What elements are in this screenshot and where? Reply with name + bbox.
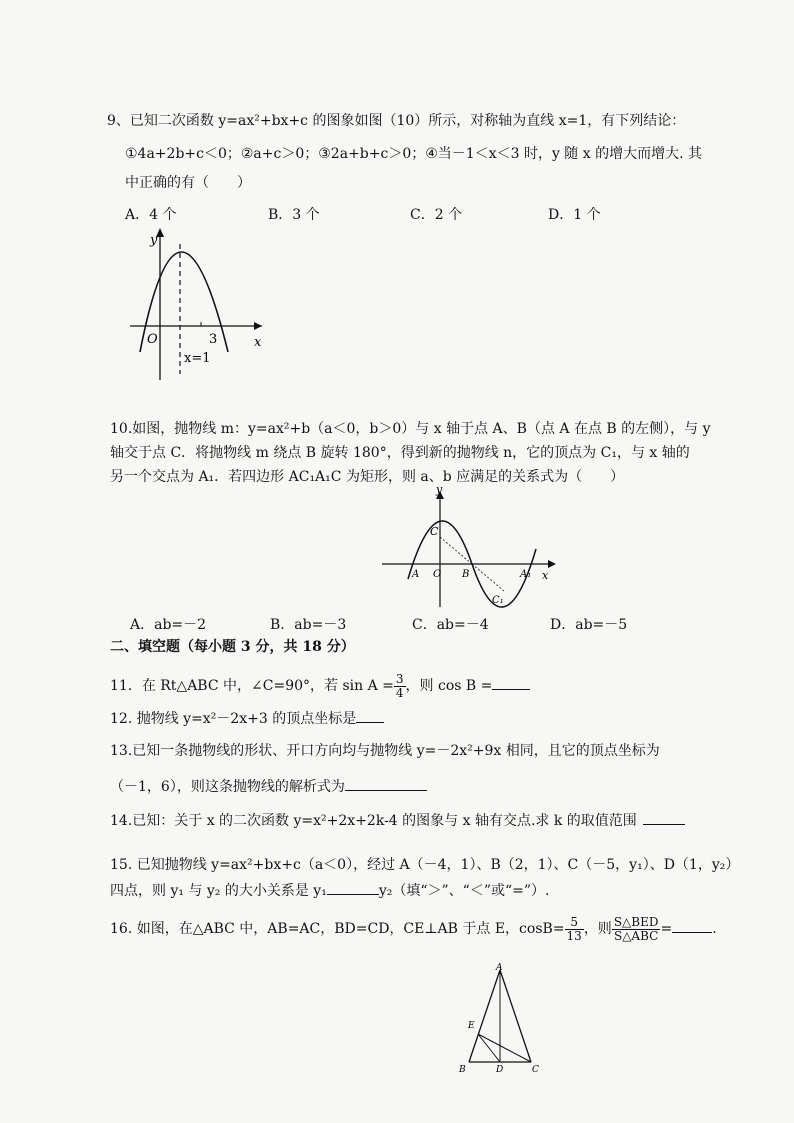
q9-x-label: x <box>254 335 262 350</box>
q10-y-label: y <box>436 487 443 496</box>
q9-option-c: C．2 个 <box>410 207 463 223</box>
q10-option-d: D．ab=－5 <box>550 617 628 633</box>
q15-line2-b: y₂（填“＞”、“＜”或“=”）. <box>378 883 550 899</box>
q16-side-ab <box>469 970 500 1062</box>
q9-y-label: y <box>150 233 158 248</box>
q16 <box>110 912 717 946</box>
q16-text-mid: ，则 <box>583 921 612 937</box>
q9-line2: ①4a+2b+c＜0；②a+c＞0；③2a+b+c＞0；④当－1＜x＜3 时，y 随 x 的增大而增大. 其 <box>125 146 702 162</box>
q10-option-b: B．ab=－3 <box>270 617 347 633</box>
q9-symmetry-label: x=1 <box>184 351 211 366</box>
q15-line2 <box>110 880 549 900</box>
q10-point-a: A <box>412 569 420 580</box>
q12-text: 12. 抛物线 y=x²－2x+3 的顶点坐标是 <box>110 711 357 727</box>
q10-line1: 10.如图，抛物线 m：y=ax²+b（a＜0，b＞0）与 x 轴于点 A、B（点 A 在点 B 的左侧），与 y <box>110 421 711 437</box>
q15-answer-blank <box>327 880 379 895</box>
q10-option-c: C．ab=－4 <box>412 617 489 633</box>
q16-area-ratio <box>612 916 661 943</box>
q9-option-b: B．3 个 <box>268 207 320 223</box>
q10-x-label: x <box>542 569 549 582</box>
q15-line1: 15. 已知抛物线 y=ax²+bx+c（a＜0），经过 A（－4，1）、B（2，1）、C（－5，y₁）、D（1，y₂） <box>110 857 740 873</box>
q11-sin: sin A = <box>342 678 394 694</box>
q16-label-d: D <box>496 1065 504 1074</box>
q9-parabola-graph <box>120 222 270 384</box>
q16-ratio-denominator: S△ABC <box>613 928 659 943</box>
q10-line3: 另一个交点为 A₁．若四边形 AC₁A₁C 为矩形，则 a、b 应满足的关系式为（ ） <box>110 469 625 485</box>
q10-x-arrow <box>548 560 556 568</box>
q9-x-arrow <box>254 322 262 330</box>
q15-line2-a: 四点，则 y₁ 与 y₂ 的大小关系是 y₁ <box>110 883 327 899</box>
q11-numerator: 3 <box>395 671 404 686</box>
q14-text: 14.已知：关于 x 的二次函数 y=x²+2x+2k-4 的图象与 x 轴有交点.求 k 的取值范围 <box>110 813 637 829</box>
q9-option-a: A．4 个 <box>125 207 177 223</box>
q16-triangle-figure <box>455 962 555 1074</box>
q10-point-o: O <box>433 569 442 580</box>
q16-label-b: B <box>459 1065 466 1074</box>
q16-answer-blank <box>672 918 712 933</box>
q11-fraction <box>394 673 406 700</box>
q10-point-c1: C₁ <box>492 595 504 606</box>
q9-origin-label: O <box>147 332 158 347</box>
q10-point-c: C <box>430 525 439 538</box>
q10-line2: 轴交于点 C．将抛物线 m 绕点 B 旋转 180°，得到新的抛物线 n，它的顶点为 C₁，与 x 轴的 <box>110 445 690 461</box>
q10-parabola-graph <box>378 487 560 609</box>
q14 <box>110 810 685 830</box>
q10-point-a1: A₁ <box>520 569 532 580</box>
q16-ratio-numerator: S△BED <box>613 914 659 929</box>
q16-text-pre: 16. 如图，在△ABC 中，AB=AC，BD=CD，CE⊥AB 于点 E，cosB= <box>110 921 565 937</box>
q16-equals: = <box>660 921 673 937</box>
q13-line2 <box>110 776 427 796</box>
q14-answer-blank <box>643 810 685 825</box>
q13-line2-text: （－1，6），则这条抛物线的解析式为 <box>110 779 345 795</box>
q16-cos-fraction <box>565 916 584 943</box>
q9-tick-label: 3 <box>209 332 218 347</box>
q10-point-b: B <box>462 569 470 580</box>
q16-end: . <box>712 921 717 937</box>
q11-text-post: ，则 cos B = <box>405 678 493 694</box>
q16-cos-denominator: 13 <box>566 928 582 943</box>
q16-segment-ed <box>478 1034 500 1062</box>
q9-line1: 9、已知二次函数 y=ax²+bx+c 的图象如图（10）所示，对称轴为直线 x=1，有下列结论： <box>107 113 686 129</box>
q16-label-e: E <box>468 1021 475 1031</box>
q10-option-a: A．ab=－2 <box>130 617 207 633</box>
q16-label-c: C <box>532 1065 539 1074</box>
section-2-heading: 二、填空题（每小题 3 分，共 18 分） <box>110 639 355 655</box>
q11-denominator: 4 <box>395 685 404 700</box>
q11-text-pre: 11．在 Rt△ABC 中，∠C=90°，若 <box>110 678 339 694</box>
q13-answer-blank <box>345 776 427 791</box>
q11-answer-blank <box>492 675 530 690</box>
q16-cos-numerator: 5 <box>565 916 584 930</box>
q9-option-d: D．1 个 <box>548 207 601 223</box>
q13-line1: 13.已知一条抛物线的形状、开口方向均与抛物线 y=－2x²+9x 相同，且它的顶点坐标为 <box>110 743 660 759</box>
q11 <box>110 670 530 702</box>
q12 <box>110 708 384 728</box>
q16-label-a: A <box>496 963 503 973</box>
q9-line3: 中正确的有（ ） <box>125 175 251 191</box>
q12-answer-blank <box>356 708 384 723</box>
